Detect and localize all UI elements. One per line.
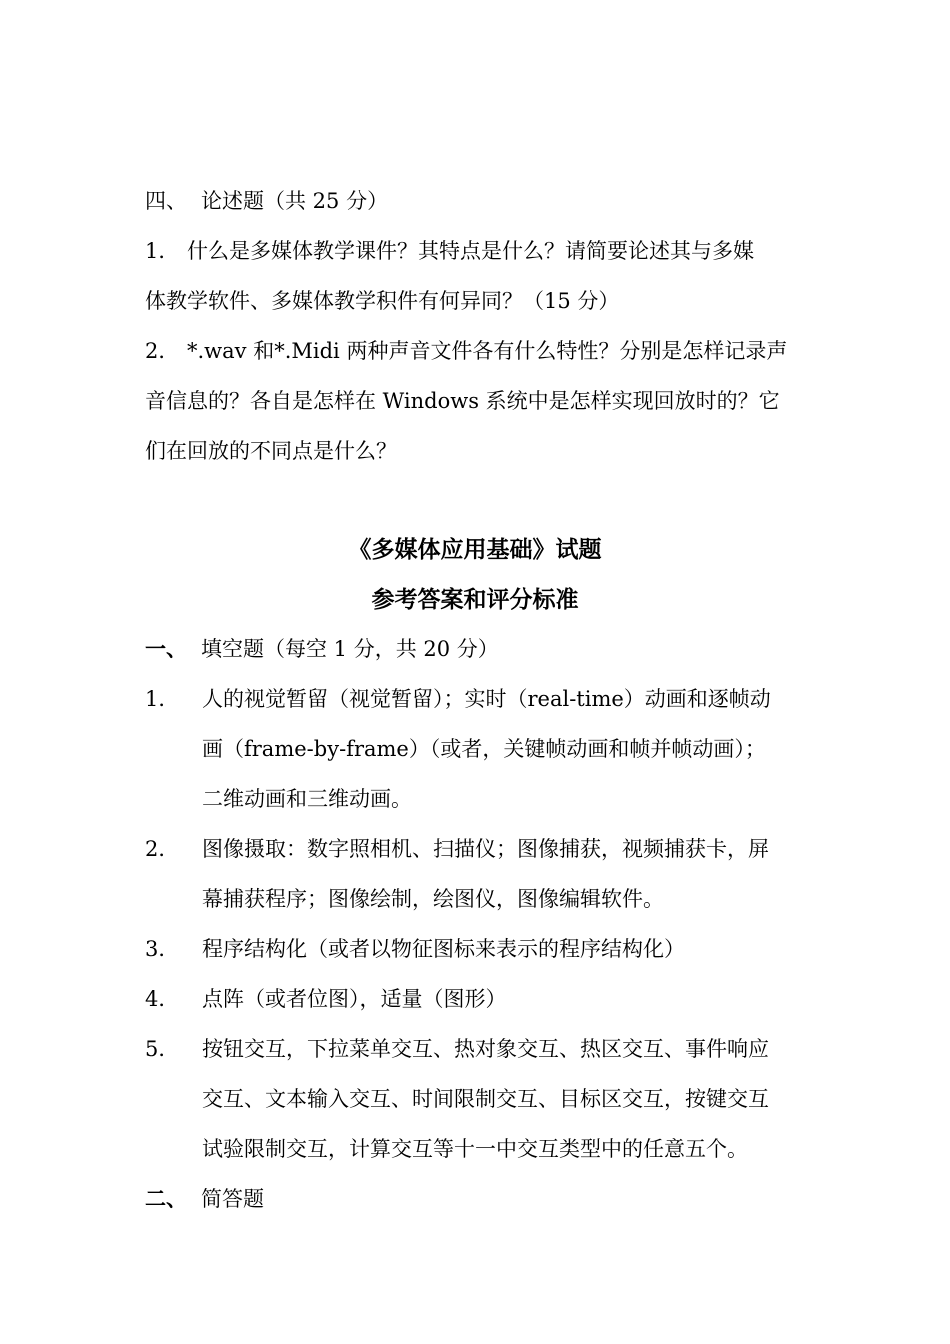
essay-question-1-line-2 <box>145 286 810 316</box>
section-4-heading <box>145 186 388 216</box>
answer-item-2-line-2: 幕捕获程序；图像绘制，绘图仪，图像编辑软件。 <box>202 887 664 911</box>
answer-item-1-text <box>202 674 810 824</box>
answer-item-1-line-3: 二维动画和三维动画。 <box>202 787 412 811</box>
essay-question-2-text-1: *.wav 和*.Midi 两种声音文件各有什么特性？分别是怎样记录声 <box>187 339 788 363</box>
answer-item-2-number: 2． <box>145 837 180 861</box>
answer-item-5-line-3: 试验限制交互，计算交互等十一中交互类型中的任意五个。 <box>202 1137 748 1161</box>
section-1-heading <box>145 634 499 664</box>
answer-key-title: 《多媒体应用基础》试题 <box>348 536 602 563</box>
essay-question-1-text-2: 体教学软件、多媒体教学积件有何异同？（15 分） <box>145 289 620 313</box>
answer-item-5-text <box>202 1024 810 1174</box>
essay-question-2-line-3 <box>145 436 810 466</box>
essay-question-2-number: 2． <box>145 339 180 363</box>
answer-item-4-text <box>202 974 810 1024</box>
section-1-number: 一、 <box>145 636 187 661</box>
answer-item-2-line-1: 图像摄取：数字照相机、扫描仪；图像捕获，视频捕获卡，屏 <box>202 837 769 861</box>
section-2-number: 二、 <box>145 1186 187 1211</box>
section-1-title: 填空题（每空 1 分，共 20 分） <box>201 637 499 661</box>
answer-item-4-line-1: 点阵（或者位图），适量（图形） <box>202 987 507 1011</box>
answer-item-1-line-1: 人的视觉暂留（视觉暂留）；实时（real-time）动画和逐帧动 <box>202 687 771 711</box>
section-4-title: 论述题（共 25 分） <box>201 189 389 213</box>
essay-question-2-line-2 <box>145 386 810 416</box>
essay-question-2-line-1 <box>145 336 810 366</box>
answer-item-3-text <box>202 924 810 974</box>
answer-item-2-text <box>202 824 810 924</box>
essay-question-2-text-3: 们在回放的不同点是什么？ <box>145 439 397 463</box>
section-4-number: 四、 <box>145 189 187 213</box>
essay-question-1-text-1: 什么是多媒体教学课件？其特点是什么？请简要论述其与多媒 <box>187 239 754 263</box>
answer-item-5-line-2: 交互、文本输入交互、时间限制交互、目标区交互，按键交互 <box>202 1087 769 1111</box>
answer-item-3-line-1: 程序结构化（或者以物征图标来表示的程序结构化） <box>202 937 685 961</box>
essay-question-1-line-1 <box>145 236 810 266</box>
section-2-heading <box>145 1184 264 1214</box>
answer-item-5-line-1: 按钮交互，下拉菜单交互、热对象交互、热区交互、事件响应 <box>202 1037 769 1061</box>
answer-item-3-number: 3． <box>145 937 180 961</box>
essay-question-1-number: 1． <box>145 239 180 263</box>
section-2-title: 简答题 <box>201 1187 264 1211</box>
answer-key-subtitle: 参考答案和评分标准 <box>371 586 579 613</box>
answer-item-1-number: 1． <box>145 687 180 711</box>
answer-item-5-number: 5． <box>145 1037 180 1061</box>
answer-item-4-number: 4． <box>145 987 180 1011</box>
essay-question-2-text-2: 音信息的？各自是怎样在 Windows 系统中是怎样实现回放时的？它 <box>145 389 780 413</box>
answer-item-1-line-2: 画（frame-by-frame）（或者，关键帧动画和帧并帧动画）； <box>202 737 766 761</box>
